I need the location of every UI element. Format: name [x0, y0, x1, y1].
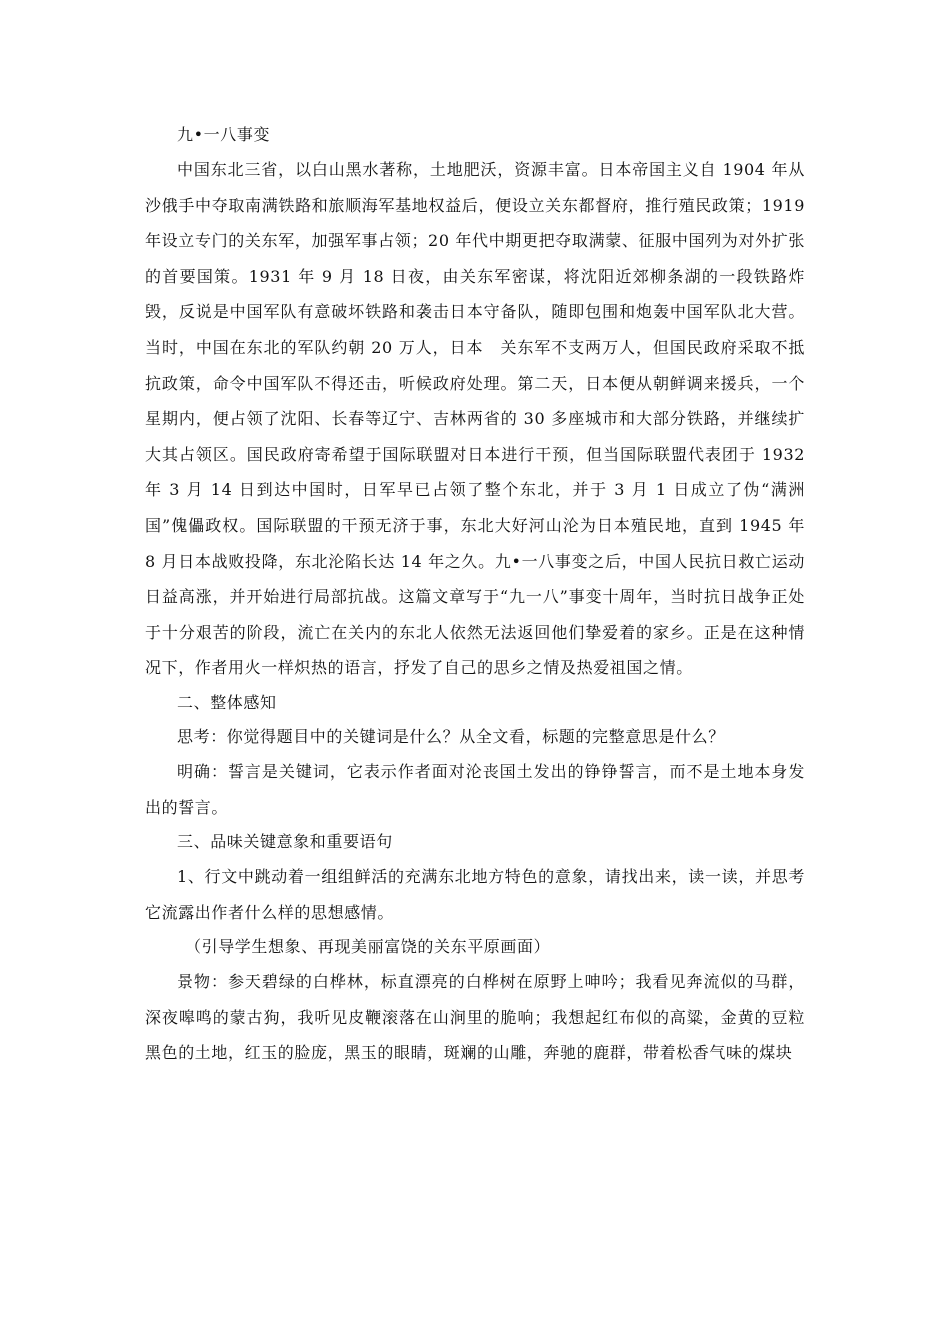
section-title-918: 九•一八事变	[177, 125, 271, 144]
paragraph-answer: 明确：誓言是关键词，它表示作者面对沦丧国土发出的铮铮誓言，而不是土地本身发出的誓言。	[145, 761, 805, 817]
section-heading-imagery: 三、品味关键意象和重要语句	[177, 832, 393, 852]
section-heading-overall: 二、整体感知	[177, 692, 277, 712]
paragraph-guide-note: （引导学生想象、再现美丽富饶的关东平原画面）	[185, 937, 551, 957]
paragraph-question: 思考：你觉得题目中的关键词是什么？从全文看，标题的完整意思是什么？	[177, 726, 725, 746]
paragraph-task-1: 1、行文中跳动着一组组鲜活的充满东北地方特色的意象，请找出来，读一读，并思考它流露出作者什么样的思想感情。	[145, 867, 805, 922]
document-page	[145, 118, 805, 1071]
paragraph-background: 中国东北三省，以白山黑水著称，土地肥沃，资源丰富。日本帝国主义自 1904 年从沙俄手中夺取南满铁路和旅顺海军基地权益后，便设立关东都督府，推行殖民政策；1919 年设立专门的关东军，加强军事占领；20 年代中期更把夺取满蒙、征服中国列为对外扩张的首要国策。1931 年 9 月 18 日夜，由关东军密谋，将沈阳近郊柳条湖的一段铁路炸毁，反说是中国军队有意破坏铁路和袭击日本守备队，随即包围和炮轰中国军队北大营。当时，中国在东北的军队约朝 20 万人，日本 关东军不支两万人，但国民政府采取不抵抗政策，命令中国军队不得还击，听候政府处理。第二天，日本便从朝鲜调来援兵，一个星期内，便占领了沈阳、长春等辽宁、吉林两省的 30 多座城市和大部分铁路，并继续扩大其占领区。国民政府寄希望于国际联盟对日本进行干预，但当国际联盟代表团于 1932 年 3 月 14 日到达中国时，日军早已占领了整个东北，并于 3 月 1 日成立了伪“满洲国”傀儡政权。国际联盟的干预无济于事，东北大好河山沦为日本殖民地，直到 1945 年 8 月日本战败投降，东北沦陷长达 14 年之久。九•一八事变之后，中国人民抗日救亡运动日益高涨，并开始进行局部抗战。这篇文章写于“九一八”事变十周年，当时抗日战争正处于十分艰苦的阶段，流亡在关内的东北人依然无法返回他们挚爱着的家乡。正是在这种情况下，作者用火一样炽热的语言，抒发了自己的思乡之情及热爱祖国之情。	[145, 160, 805, 678]
paragraph-scenery: 景物：参天碧绿的白桦林，标直漂亮的白桦树在原野上呻吟；我看见奔流似的马群，深夜嗥鸣的蒙古狗，我听见皮鞭滚落在山涧里的脆响；我想起红布似的高粱，金黄的豆粒黑色的土地，红玉的脸庞，黑玉的眼睛，斑斓的山雕，奔驰的鹿群，带着松香气味的煤块	[145, 972, 805, 1063]
